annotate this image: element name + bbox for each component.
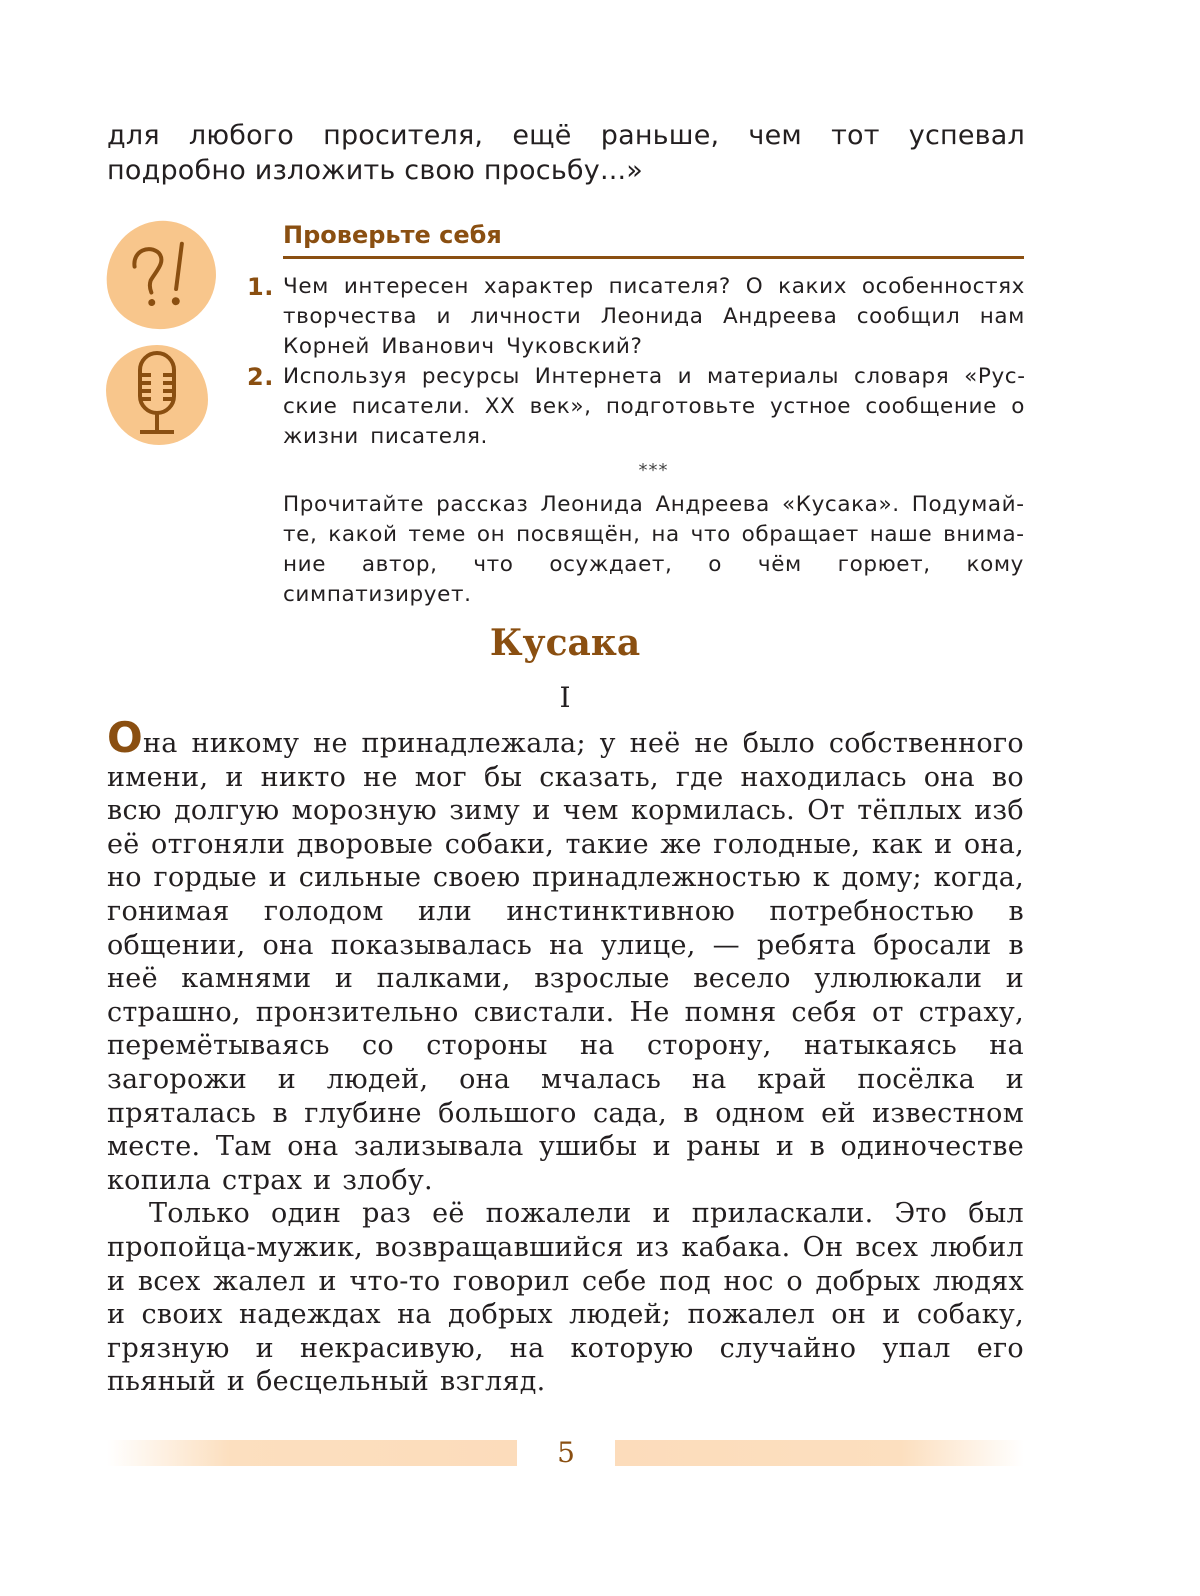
story-title: Кусака: [489, 622, 641, 664]
page-number: 5: [557, 1436, 575, 1469]
question-number: 2.: [247, 363, 275, 391]
chapter-number: I: [559, 681, 571, 714]
question-item: [245, 272, 1025, 362]
microphone-icon: [106, 345, 208, 445]
intro-text: для любого просителя, ещё раньше, чем тот успевал подробно изложить свою просьбу...»: [107, 120, 1025, 186]
footer-decor-bar-left: [107, 1440, 517, 1466]
drop-cap: О: [107, 713, 144, 762]
question-item: [245, 362, 1025, 452]
story-body: [107, 713, 1024, 1399]
reading-task: [283, 490, 1024, 610]
story-paragraph: Только один раз её пожалели и приласкали. Это был пропойца-мужик, возвращавшийся из кабака. Он всех любил и всех жалел и что-то говорил себе под нос о добрых людях и своих надеждах на добрых людей; пожалел он и собаку, грязную и некрасивую, на которую случайно упал его пьяный и бесцельный взгляд.: [107, 1198, 1024, 1398]
question-exclamation-icon: [99, 214, 223, 336]
reading-task-text: Прочитайте рассказ Леонида Андреева «Кусака». Подумайте, какой теме он посвящён, на что обращает наше внимание автор, что осуждает, о чём горюет, кому симпатизирует.: [283, 492, 1024, 607]
intro-quote: [107, 118, 1025, 188]
question-number: 1.: [247, 273, 275, 301]
paragraph-text: на никому не принадлежала; у неё не было собственного имени, и никто не мог бы сказать, где находилась она во всю долгую морозную зиму и чем кормилась. От тёплых изб её отгоняли дворовые собаки, такие же голодные, как и она, но гордые и сильные своею принадлежностью к дому; когда, гонимая голодом или инстинктивною потребностью в общении, она показывалась на улице, — ребята бросали в неё камнями и палками, взрослые весело улюлюкали и страшно, пронзительно свистали. Не помня себя от страху, перемётываясь со стороны на сторону, натыкаясь на загорожи и людей, она мчалась на край посёлка и пряталась в глубине большого сада, в одном ей известном месте. Там она зализывала ушибы и раны и в одиночестве копила страх и злобу.: [107, 728, 1024, 1196]
question-list: [245, 272, 1025, 452]
footer-decor-bar-right: [615, 1440, 1024, 1466]
check-yourself-title: Проверьте себя: [283, 221, 502, 249]
story-paragraph: [107, 713, 1024, 1197]
question-text: Чем интересен характер писателя? О каких особенностях творчества и личности Леонида Андреева сообщил нам Корней Иванович Чуковский?: [283, 274, 1025, 359]
page-footer: [107, 1436, 1024, 1469]
section-separator: ***: [638, 460, 669, 481]
title-underline: [283, 256, 1024, 259]
question-text: Используя ресурсы Интернета и материалы словаря «Русские писатели. XX век», подготовьте устное сообщение о жизни писателя.: [283, 364, 1025, 449]
check-yourself-header: [283, 218, 1024, 259]
